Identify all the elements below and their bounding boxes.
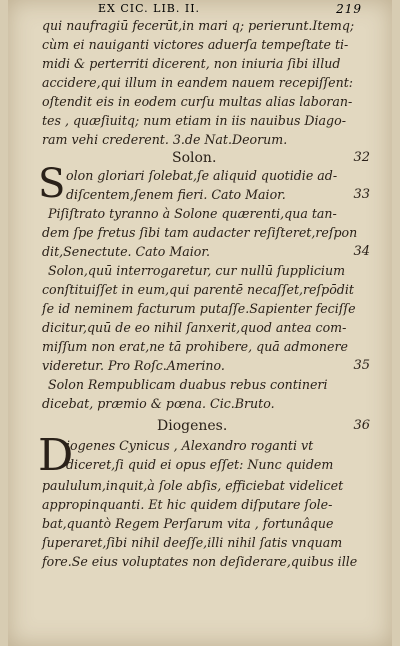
page-number: 219 [336, 2, 362, 16]
text-line: diſcentem,ſenem fieri. Cato Maior. [66, 187, 286, 202]
text-line: fore.Se eius voluptates non deſiderare,quibus ille [42, 554, 358, 569]
text-line: appropinquanti. Et hic quidem diſputare ſole- [42, 497, 333, 512]
text-line: Piſiſtrato tyranno à Solone quærenti,qua tan- [48, 206, 337, 221]
drop-cap: D [38, 430, 74, 481]
text-line: midi & perterriti dicerent, non iniuria ſibi illud [42, 56, 341, 71]
text-line: Solon,quū interrogaretur, cur nullū ſupplicium [48, 263, 346, 278]
text-line: oſtendit eis in eodem curſu multas alias laboran- [42, 94, 353, 109]
drop-cap: S [38, 161, 66, 207]
text-line: dem ſpe fretus ſibi tam audacter reſiſteret,reſpon [42, 225, 358, 240]
entry-number: 34 [353, 244, 370, 259]
text-line: ſe id neminem facturum putaſſe.Sapienter feciſſe [42, 301, 356, 316]
text-line: tes , quæſiuitq; num etiam in iis nauibus Diago- [42, 113, 346, 128]
text-line: ram vehi crederent. 3.de Nat.Deorum. [42, 132, 288, 147]
running-header [58, 2, 362, 18]
entry-number: 32 [353, 150, 370, 165]
text-line: miſſum non erat,ne tā prohibere, quā admonere [42, 339, 348, 354]
text-line: paululum,inquit,à ſole abſis, efficiebat videlicet [42, 478, 344, 493]
text-line: iogenes Cynicus , Alexandro roganti vt [66, 438, 314, 453]
entry-number: 33 [353, 187, 370, 202]
text-line: diceret,ſi quid ei opus eſſet: Nunc quidem [66, 457, 334, 472]
text-line: accidere,qui illum in eandem nauem recepiſſent: [42, 75, 354, 90]
text-line: dicebat, præmio & pœna. Cic.Bruto. [42, 396, 275, 411]
section-heading-solon: Solon. [172, 150, 217, 166]
text-line: olon gloriari ſolebat,ſe aliquid quotidie ad- [66, 168, 338, 183]
text-line: cùm ei nauiganti victores aduerſa tempeſtate ti- [42, 37, 349, 52]
text-line: Solon Rempublicam duabus rebus contineri [48, 377, 328, 392]
text-line: qui naufragiū fecerūt,in mari q; perierunt.Itemq; [42, 18, 355, 33]
entry-number: 36 [353, 418, 370, 433]
text-line: dicitur,quū de eo nihil ſanxerit,quod antea com- [42, 320, 347, 335]
text-line: ſuperaret,ſibi nihil deeſſe,illi nihil ſatis vnquam [42, 535, 343, 550]
text-line: dit,Senectute. Cato Maior. [42, 244, 210, 259]
entry-number: 35 [353, 358, 370, 373]
text-line: conſtituiſſet in eum,qui parentē necaſſet,reſpōdit [42, 282, 354, 297]
running-title: EX CIC. LIB. II. [98, 2, 201, 15]
book-page [8, 0, 392, 646]
text-line: videretur. Pro Roſc.Amerino. [42, 358, 225, 373]
text-line: bat,quantò Regem Perſarum vita , fortunâque [42, 516, 334, 531]
section-heading-diogenes: Diogenes. [157, 418, 228, 434]
